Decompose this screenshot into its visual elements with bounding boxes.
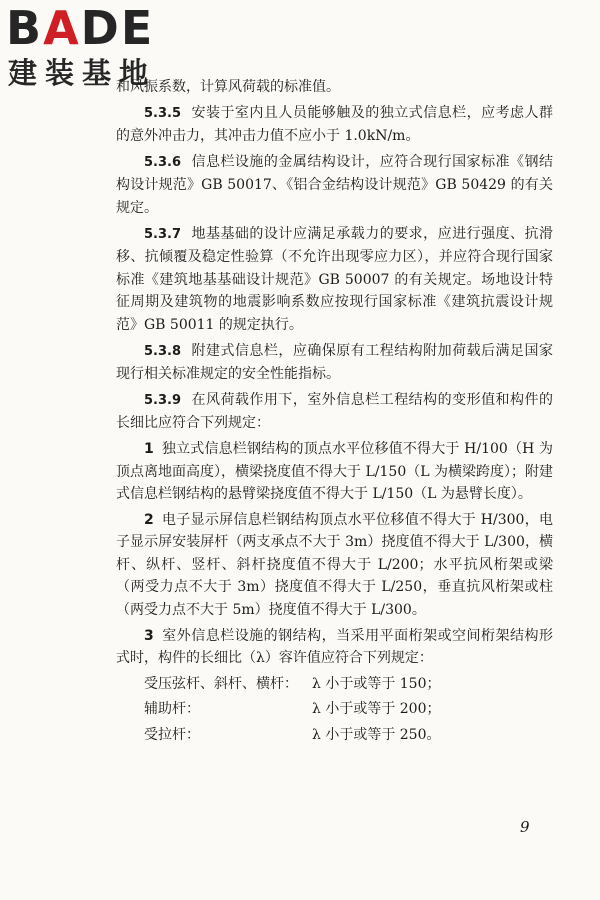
item-text: 室外信息栏设施的钢结构，当采用平面桁架或空间桁架结构形式时，构件的长细比（λ）容许值应符合下列规定：: [116, 627, 553, 667]
ratio-row: [144, 698, 553, 721]
clause-number: 5.3.8: [144, 343, 182, 359]
item-text: 独立式信息栏钢结构的顶点水平位移值不得大于 H/100（H 为顶点离地面高度），横梁挠度值不得大于 L/150（L 为横梁跨度）；附建式信息栏钢结构的悬臂梁挠度值不得大于 L/150（L 为悬臂长度）。: [116, 440, 553, 503]
clause-5-3-5: [116, 102, 553, 148]
item-number: 2: [144, 511, 154, 528]
lead-in-text: 和风振系数，计算风荷载的标准值。: [116, 79, 340, 95]
clause-text: 安装于室内且人员能够触及的独立式信息栏，应考虑人群的意外冲击力，其冲击力值不应小于 1.0kN/m。: [116, 104, 553, 145]
list-item: [116, 625, 553, 670]
ratio-row: [144, 673, 553, 696]
clause-text: 信息栏设施的金属结构设计，应符合现行国家标准《钢结构设计规范》GB 50017、《铝合金结构设计规范》GB 50429 的有关规定。: [116, 153, 553, 216]
clause-text: 地基基础的设计应满足承载力的要求，应进行强度、抗滑移、抗倾覆及稳定性验算（不允许出现零应力区），并应符合现行国家标准《建筑地基基础设计规范》GB 50007 的有关规定。场地设计特征周期及建筑物的地震影响系数应按现行国家标准《建筑抗震设计规范》GB 50011 的规定执行。: [116, 225, 553, 333]
ratio-label: 受压弦杆、斜杆、横杆：: [144, 675, 298, 692]
ratio-row: [144, 724, 553, 747]
ratio-value: λ 小于或等于 200；: [312, 701, 441, 718]
brand-logo-mark: BADE: [6, 1, 155, 55]
clause-number: 5.3.6: [144, 154, 182, 170]
clause-5-3-7: [116, 223, 553, 337]
page-number: 9: [520, 818, 530, 836]
item-number: 3: [144, 627, 154, 644]
clause-number: 5.3.5: [144, 105, 182, 121]
clause-5-3-8: [116, 340, 553, 386]
ratio-label: 受拉杆：: [144, 727, 200, 744]
clause-number: 5.3.7: [144, 226, 182, 242]
clause-number: 5.3.9: [144, 392, 182, 408]
list-item: [116, 509, 553, 622]
list-item: [116, 438, 553, 506]
brand-logo-subtitle: 建装基地: [8, 56, 157, 90]
clause-text: 附建式信息栏，应确保原有工程结构附加荷载后满足国家现行相关标准规定的安全性能指标。: [116, 342, 553, 383]
clause-text: 在风荷载作用下，室外信息栏工程结构的变形值和构件的长细比应符合下列规定：: [116, 391, 553, 432]
document-body: [116, 76, 553, 750]
clause-5-3-9: [116, 389, 553, 435]
clause-5-3-6: [116, 151, 553, 220]
ratio-value: λ 小于或等于 150；: [312, 675, 441, 692]
item-text: 电子显示屏信息栏钢结构顶点水平位移值不得大于 H/300，电子显示屏安装屏杆（两支承点不大于 3m）挠度值不得大于 L/300，横杆、纵杆、竖杆、斜杆挠度值不得大于 L/200；水平抗风桁架或梁（两受力点不大于 3m）挠度值不得大于 L/250，垂直抗风桁架或柱（两受力点不大于 5m）挠度值不得大于 L/300。: [116, 511, 553, 619]
ratio-label: 辅助杆：: [144, 701, 200, 718]
item-number: 1: [144, 440, 154, 457]
ratio-value: λ 小于或等于 250。: [312, 727, 441, 744]
